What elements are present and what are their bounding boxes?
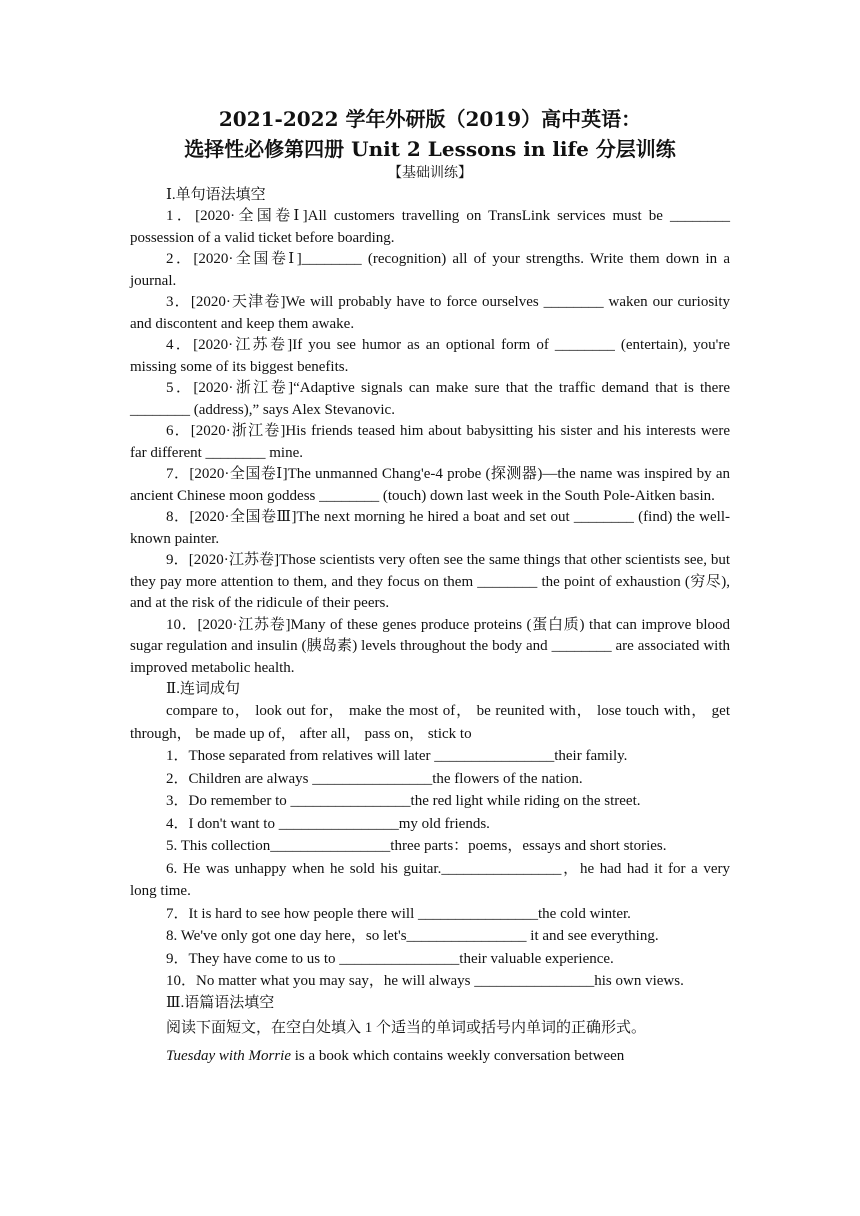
question: 5．[2020·浙江卷]“Adaptive signals can make sure that the traffic demand that is there ________ (address),” says Alex Stevanovic. (130, 380, 730, 418)
passage-first-line (130, 1045, 730, 1068)
page-title-line-1: 2021-2022 学年外研版（2019）高中英语： (218, 107, 642, 131)
question: 6. He was unhappy when he sold his guitar.________________，he had had it for a very long time. (130, 860, 730, 899)
section-2-heading: Ⅱ.连词成句 (166, 681, 240, 697)
question: 2．[2020·全国卷Ⅰ]________ (recognition) all of your strengths. Write them down in a journal. (130, 251, 730, 289)
section-1-heading: Ⅰ.单句语法填空 (166, 187, 266, 203)
question: 3．[2020·天津卷]We will probably have to force ourselves ________ waken our curiosity and discontent and keep them awake. (130, 294, 730, 332)
section-3-instruction: 阅读下面短文，在空白处填入 1 个适当的单词或括号内单词的正确形式。 (166, 1019, 647, 1036)
passage-book-title: Tuesday with Morrie (166, 1048, 292, 1064)
question: 5. This collection________________three parts：poems，essays and short stories. (166, 838, 667, 854)
question: 1．[2020·全国卷Ⅰ]All customers travelling on TransLink services must be ________ possession of a valid ticket before boarding. (130, 208, 730, 246)
question: 7．It is hard to see how people there will ________________the cold winter. (166, 905, 631, 922)
question: 8．[2020·全国卷Ⅲ]The next morning he hired a boat and set out ________ (find) the well-known painter. (130, 509, 730, 547)
section-3-heading: Ⅲ.语篇语法填空 (166, 994, 275, 1011)
question: 9．They have come to us to ________________their valuable experience. (166, 950, 614, 967)
question: 3．Do remember to ________________the red light while riding on the street. (166, 793, 641, 809)
question: 8. We've only got one day here，so let's________________ it and see everything. (166, 928, 659, 944)
question: 2．Children are always ________________the flowers of the nation. (166, 770, 583, 787)
passage-text: is a book which contains weekly conversation between (291, 1048, 625, 1064)
question: 10．[2020·江苏卷]Many of these genes produce proteins (蛋白质) that can improve blood sugar regulation and insulin (胰岛素) levels throughout the body and ________ are associated with improved metabolic health. (130, 616, 730, 676)
question: 7．[2020·全国卷Ⅰ]The unmanned Chang'e-4 probe (探测器)—the name was inspired by an ancient Chinese moon goddess ________ (touch) down last week in the South Pole-Aitken basin. (130, 466, 730, 504)
question: 6．[2020·浙江卷]His friends teased him about babysitting his sister and his interests were far different ________ mine. (130, 423, 730, 461)
question: 10．No matter what you may say，he will always ________________his own views. (166, 973, 684, 989)
question: 4．I don't want to ________________my old friends. (166, 815, 490, 832)
question: 4．[2020·江苏卷]If you see humor as an optional form of ________ (entertain), you're missing some of its biggest benefits. (130, 337, 730, 375)
word-bank: compare to， look out for， make the most of， be reunited with， lose touch with， get through， be made up of， after all， pass on， stick to (130, 703, 730, 742)
worksheet-page (130, 104, 730, 1068)
page-subtitle: 【基础训练】 (388, 166, 472, 181)
question: 1．Those separated from relatives will later ________________their family. (166, 748, 628, 764)
page-title-line-2: 选择性必修第四册 Unit 2 Lessons in life 分层训练 (184, 137, 676, 161)
question: 9．[2020·江苏卷]Those scientists very often see the same things that other scientists see, but they pay more attention to them, and they focus on them ________ the point of exhaustion (穷尽), and at the risk of the ridicule of their peers. (130, 552, 730, 611)
